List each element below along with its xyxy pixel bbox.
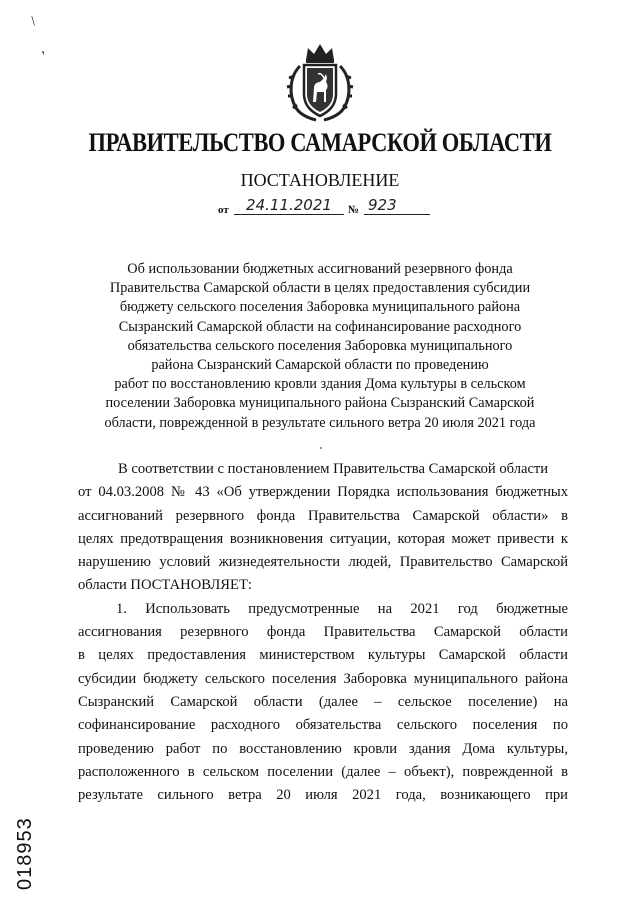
samara-coat-of-arms-icon (286, 42, 354, 124)
item-1-line: субсидии бюджету сельского поселения Заборовка муниципального района (78, 670, 568, 687)
subject-line: поселении Заборовка муниципального района Сызранский Самарской (105, 395, 535, 412)
subject-line: работ по восстановлению кровли здания Дома культуры в сельском (114, 376, 526, 393)
subject-line: обязательства сельского поселения Заборовка муниципального (127, 337, 513, 354)
subject-line: Правительства Самарской области в целях предоставления субсидии (109, 280, 531, 297)
item-1-line: расположенного в сельском поселении (далее – объект), поврежденной в (78, 763, 568, 780)
item-1-line: софинансирование расходного обязательства сельского поселения по (78, 717, 568, 734)
document-subject (95, 260, 545, 433)
preamble-line: от 04.03.2008 № 43 «Об утверждении Порядка использования бюджетных (78, 484, 568, 501)
item-1-line: в целях предоставления министерством культуры Самарской области (78, 647, 568, 664)
preamble-line: целях предотвращения возникновения ситуации, которая может привести к (78, 530, 568, 547)
scan-speck (320, 447, 322, 449)
date-prefix: от (218, 204, 229, 216)
government-title: ПРАВИТЕЛЬСТВО САМАРСКОЙ ОБЛАСТИ (88, 128, 552, 157)
document-date: 24.11.2021 (234, 196, 344, 215)
subject-line: области, поврежденной в результате сильного ветра 20 июля 2021 года (104, 414, 536, 431)
subject-line: района Сызранский Самарской области по проведению (151, 357, 489, 374)
side-serial-number: 018953 (14, 817, 36, 890)
scan-mark: / (27, 14, 40, 29)
subject-line: Об использовании бюджетных ассигнований резервного фонда (127, 261, 513, 277)
subject-line: бюджету сельского поселения Заборовка муниципального района (119, 299, 521, 316)
document-type: ПОСТАНОВЛЕНИЕ (240, 170, 400, 190)
subject-line: Сызранский Самарской области на софинансирование расходного (118, 318, 522, 335)
preamble-line: нарушению условий жизнедеятельности людей, Правительство Самарской (78, 554, 568, 571)
side-serial-number-wrap (14, 817, 38, 916)
preamble-line: области ПОСТАНОВЛЯЕТ: (78, 577, 252, 594)
document-number: 923 (364, 196, 430, 215)
item-1-line: проведению работ по восстановлению кровли здания Дома культуры, (78, 740, 568, 757)
item-1-line: результате сильного ветра 20 июля 2021 года, возникающего при (78, 787, 568, 804)
scan-mark: , (36, 42, 47, 57)
preamble-line: В соответствии с постановлением Правительства Самарской области (118, 461, 549, 477)
item-1-line: Сызранский Самарской области (далее – сельское поселение) на (78, 693, 568, 710)
date-number-line (218, 196, 428, 218)
item-1-line: ассигнования резервного фонда Правительства Самарской области (78, 624, 568, 641)
preamble-line: ассигнований резервного фонда Правительства Самарской области» в (78, 507, 568, 524)
document-body (78, 458, 568, 807)
item-1-line: 1. Использовать предусмотренные на 2021 год бюджетные (116, 600, 568, 617)
number-prefix: № (348, 204, 360, 216)
